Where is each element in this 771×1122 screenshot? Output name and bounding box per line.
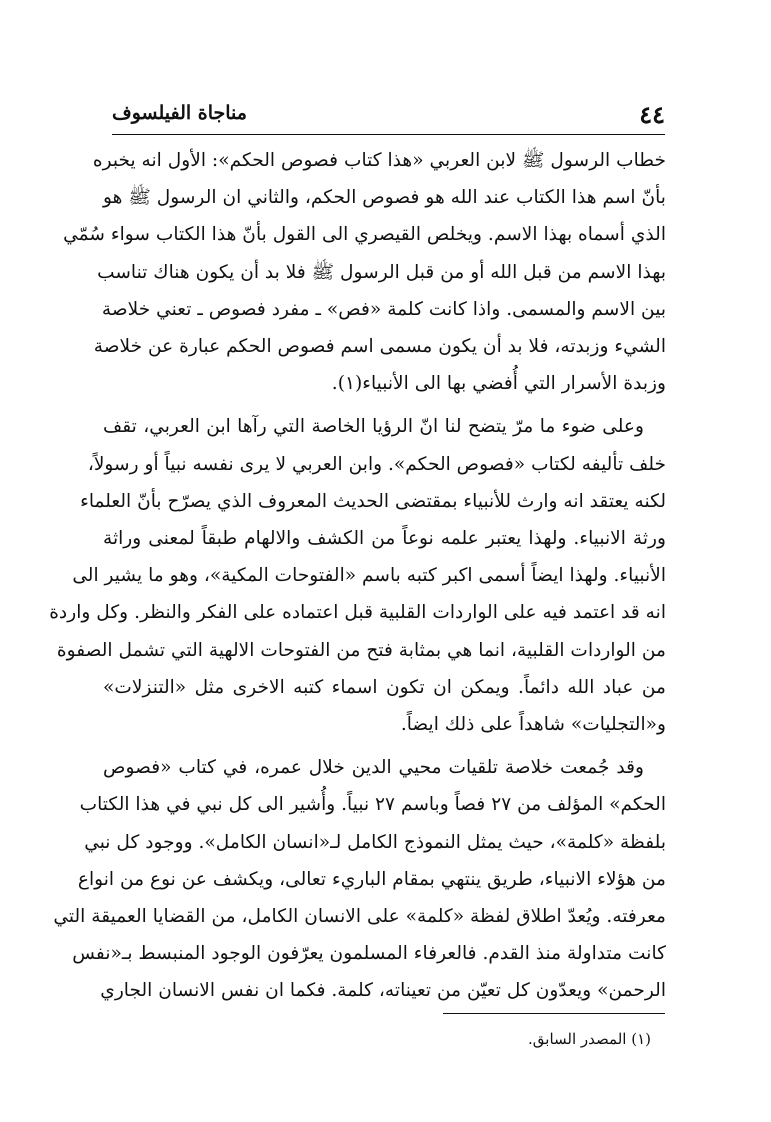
text-line: كانت متداولة منذ القدم. فالعرفاء المسلمون يعرّفون الوجود المنبسط بـ«نفس	[72, 943, 666, 965]
text-line: من عباد الله دائماً. ويمكن ان تكون اسماء كتبه الاخرى مثل «التنزلات»	[103, 676, 666, 698]
text-line: بأنّ اسم هذا الكتاب عند الله هو فصوص الحكم، والثاني ان الرسول ﷺ هو	[103, 187, 666, 209]
page-number: ٤٤	[639, 100, 665, 129]
text-line: و«التجليات» شاهداً على ذلك ايضاً.	[400, 714, 666, 736]
footnote-divider	[443, 1013, 665, 1014]
text-line: ورثة الانبياء. ولهذا يعتبر علمه نوعاً من الكشف والالهام طبقاً لمعنى وراثة	[103, 528, 666, 550]
running-title: مناجاة الفيلسوف	[112, 102, 247, 124]
text-line: معرفته. ويُعدّ اطلاق لفظة «كلمة» على الانسان الكامل، من القضايا العميقة التي	[53, 906, 666, 928]
footnote: (١) المصدر السابق.	[528, 1030, 651, 1048]
text-line: خطاب الرسول ﷺ لابن العربي «هذا كتاب فصوص الحكم»: الأول انه يخبره	[92, 150, 666, 171]
text-line: بهذا الاسم من قبل الله أو من قبل الرسول ﷺ فلا بد أن يكون هناك تناسب	[97, 261, 666, 283]
text-line: وعلى ضوء ما مرّ يتضح لنا انّ الرؤيا الخاصة التي رآها ابن العربي، تقف	[103, 416, 644, 438]
text-line: بلفظة «كلمة»، حيث يمثل النموذج الكامل لـ«انسان الكامل». ووجود كل نبي	[84, 831, 666, 853]
text-line: من الواردات القلبية، انما هي بمثابة فتح من الفتوحات الالهية التي تشمل الصفوة	[56, 639, 666, 661]
page-header	[112, 100, 665, 135]
text-line: خلف تأليفه لكتاب «فصوص الحكم». وابن العربي لا يرى نفسه نبياً أو رسولاً،	[87, 453, 666, 475]
text-line: الحكم» المؤلف من ٢٧ فصاً وباسم ٢٧ نبياً. وأُشير الى كل نبي في هذا الكتاب	[79, 794, 666, 816]
text-line: الأنبياء. ولهذا ايضاً أسمى اكبر كتبه باسم «الفتوحات المكية»، وهو ما يشير الى	[72, 565, 666, 587]
text-line: الرحمن» ويعدّون كل تعيّن من تعيناته، كلمة. فكما ان نفس الانسان الجاري	[100, 980, 666, 1002]
text-line: وزبدة الأسرار التي أُفضي بها الى الأنبياء(١).	[331, 373, 666, 395]
text-line: الذي أسماه بهذا الاسم. ويخلص القيصري الى القول بأنّ هذا الكتاب سواء سُمّي	[63, 224, 666, 246]
text-line: بين الاسم والمسمى. واذا كانت كلمة «فص» ـ مفرد فصوص ـ تعني خلاصة	[101, 298, 666, 320]
text-line: وقد جُمعت خلاصة تلقيات محيي الدين خلال عمره، في كتاب «فصوص	[103, 757, 644, 779]
text-line: الشيء وزبدته، فلا بد أن يكون مسمى اسم فصوص الحكم عبارة عن خلاصة	[93, 336, 666, 358]
text-line: انه قد اعتمد فيه على الواردات القلبية قبل اعتماده على الفكر والنظر. وكل واردة	[49, 602, 666, 624]
text-line: لكنه يعتقد انه وارث للأنبياء بمقتضى الحديث المعروف الذي يصرّح بأنّ العلماء	[80, 490, 666, 512]
body-text	[49, 142, 666, 1010]
text-line: من هؤلاء الانبياء، طريق ينتهي بمقام الباريء تعالى، ويكشف عن نوع من انواع	[77, 868, 666, 890]
